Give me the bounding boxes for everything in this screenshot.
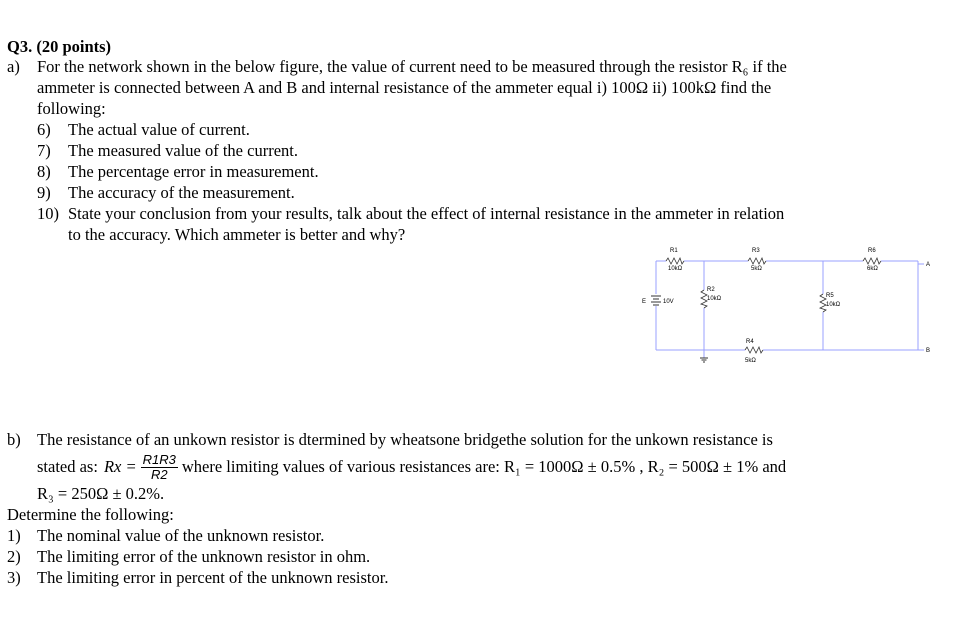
item-6-num: 6) xyxy=(37,120,51,139)
resistor-r4-symbol xyxy=(745,347,763,353)
item-7-text: The measured value of the current. xyxy=(68,141,298,160)
rx-label: Rx = xyxy=(103,457,137,476)
b-item-1-text: The nominal value of the unknown resistor. xyxy=(37,526,325,545)
item-10-text: State your conclusion from your results, talk about the effect of internal resistance in the ammeter in relation xyxy=(68,204,785,223)
battery-symbol xyxy=(651,296,661,305)
item-6-text: The actual value of current. xyxy=(68,120,250,139)
b-item-2-num: 2) xyxy=(7,547,21,566)
r1-value-label: 10kΩ xyxy=(668,266,683,272)
b-item-3-text: The limiting error in percent of the unknown resistor. xyxy=(37,568,389,587)
r2-name-label: R2 xyxy=(707,287,715,293)
item-9-num: 9) xyxy=(37,183,51,202)
r5-value-label: 10kΩ xyxy=(826,302,841,308)
part-b-line-1: The resistance of an unkown resistor is dtermined by wheatsone bridgethe solution for the unkown resistance is xyxy=(37,430,773,449)
item-10-num: 10) xyxy=(37,204,59,223)
r6-value-label: 6kΩ xyxy=(867,266,878,272)
resistor-r1-symbol xyxy=(666,258,684,264)
node-a-label: A xyxy=(926,262,931,268)
r2-value-label: 10kΩ xyxy=(707,296,722,302)
r6-name-label: R6 xyxy=(868,248,876,254)
determine-heading: Determine the following: xyxy=(7,505,174,524)
part-a-line-3: following: xyxy=(37,99,106,118)
rx-fraction xyxy=(141,453,178,482)
part-a-line-1: For the network shown in the below figure, the value of current need to be measured through the resistor R₆ if the xyxy=(37,57,787,76)
b-item-3-num: 3) xyxy=(7,568,21,587)
item-10-continuation: to the accuracy. Which ammeter is better and why? xyxy=(68,225,406,244)
part-b-line-3: R₃ = 250Ω ± 0.2%. xyxy=(37,484,165,503)
r4-name-label: R4 xyxy=(746,339,754,345)
question-title: Q3. (20 points) xyxy=(7,37,112,56)
resistor-r3-symbol xyxy=(748,258,766,264)
resistor-r6-symbol xyxy=(863,258,881,264)
b-item-1-num: 1) xyxy=(7,526,21,545)
r3-name-label: R3 xyxy=(752,248,760,254)
node-b-label: B xyxy=(926,348,931,354)
r3-value-label: 5kΩ xyxy=(751,266,762,272)
b-item-2-text: The limiting error of the unknown resistor in ohm. xyxy=(37,547,371,566)
item-7-num: 7) xyxy=(37,141,51,160)
source-value-label: 10V xyxy=(663,299,674,305)
part-b-marker: b) xyxy=(7,430,21,449)
circuit-diagram xyxy=(640,242,935,374)
item-9-text: The accuracy of the measurement. xyxy=(68,183,295,202)
limiting-values-text: where limiting values of various resistances are: R₁ = 1000Ω ± 0.5% , R₂ = 500Ω ± 1% and xyxy=(181,457,787,476)
part-b-formula-line xyxy=(37,450,786,484)
part-a-marker: a) xyxy=(7,57,20,76)
stated-as-text: stated as: xyxy=(37,457,98,476)
item-8-text: The percentage error in measurement. xyxy=(68,162,319,181)
source-name-label: E xyxy=(642,299,647,305)
r4-value-label: 5kΩ xyxy=(745,358,756,364)
r5-name-label: R5 xyxy=(826,293,834,299)
fraction-numerator: R1R3 xyxy=(142,451,176,467)
fraction-denominator: R2 xyxy=(150,466,168,482)
ground-symbol xyxy=(700,358,708,362)
item-8-num: 8) xyxy=(37,162,51,181)
part-a-line-2: ammeter is connected between A and B and internal resistance of the ammeter equal i) 100Ω ii) 100kΩ find the xyxy=(37,78,772,97)
r1-name-label: R1 xyxy=(670,248,678,254)
